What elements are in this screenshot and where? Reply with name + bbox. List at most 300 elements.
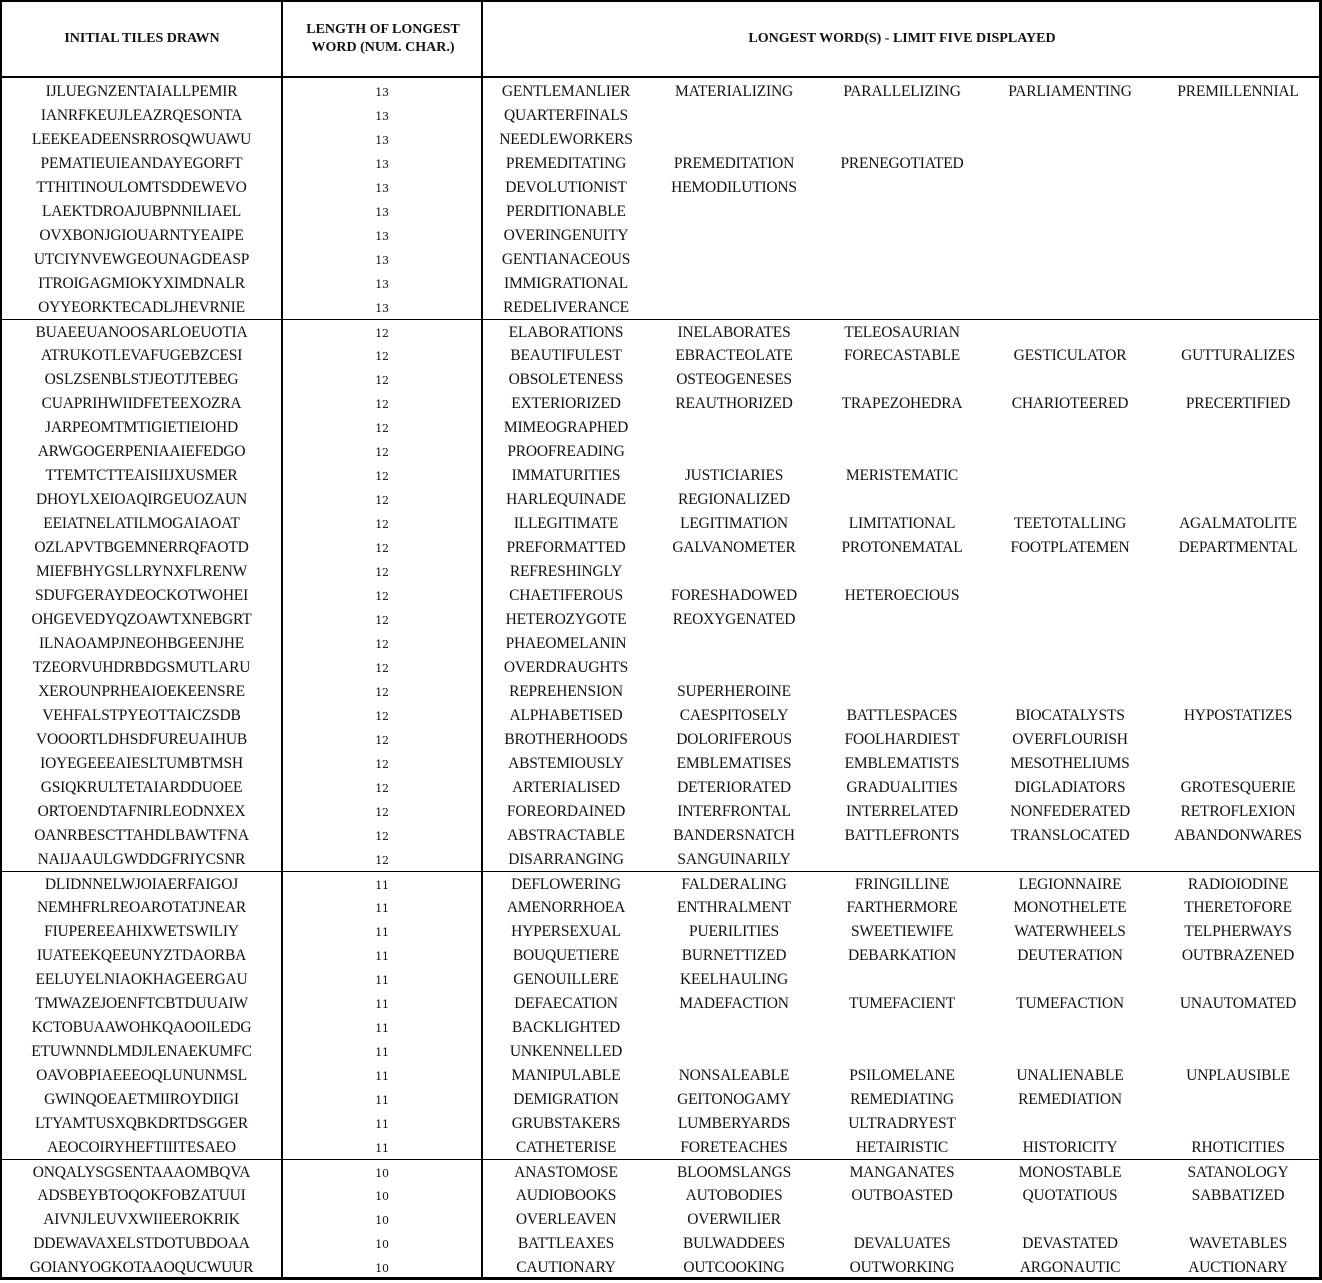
- table-row: [2, 799, 1319, 823]
- tiles-cell: LTYAMTUSXQBKDRTDSGGER: [34, 1115, 249, 1132]
- length-cell: 11: [375, 902, 389, 915]
- table-row: [2, 559, 1319, 583]
- word-cell: HYPOSTATIZES: [1183, 707, 1293, 724]
- word-cell: MANIPULABLE: [511, 1067, 621, 1084]
- table-row: [2, 1087, 1319, 1111]
- length-cell: 10: [375, 1262, 389, 1275]
- word-cell: DEUTERATION: [1017, 947, 1123, 964]
- tiles-cell: OZLAPVTBGEMNERRQFAOTD: [34, 539, 249, 556]
- tiles-cell: OANRBESCTTAHDLBAWTFNA: [34, 827, 249, 844]
- word-cell: KEELHAULING: [680, 971, 788, 988]
- word-cell: HEMODILUTIONS: [671, 179, 797, 196]
- length-cell: 13: [375, 230, 389, 243]
- word-cell: OVERWILIER: [687, 1211, 781, 1228]
- table-row: [2, 367, 1319, 391]
- word-cell: BATTLEAXES: [517, 1235, 615, 1252]
- word-cell: ILLEGITIMATE: [513, 515, 619, 532]
- word-cell: HISTORICITY: [1022, 1139, 1118, 1156]
- word-cell: HETEROZYGOTE: [505, 611, 627, 628]
- word-cell: BIOCATALYSTS: [1015, 707, 1125, 724]
- word-cell: ARGONAUTIC: [1019, 1259, 1121, 1276]
- table-row: [2, 151, 1319, 175]
- length-cell: 12: [375, 374, 389, 387]
- length-cell: 12: [375, 327, 389, 340]
- tiles-cell: UTCIYNVEWGEOUNAGDEASP: [33, 251, 250, 268]
- word-cell: DEVOLUTIONIST: [505, 179, 627, 196]
- tiles-cell: TTHITINOULOMTSDDEWEVO: [36, 179, 247, 196]
- table-row: [2, 247, 1319, 271]
- word-cell: ABSTRACTABLE: [507, 827, 625, 844]
- word-cell: EXTERIORIZED: [511, 395, 621, 412]
- word-cell: PRECERTIFIED: [1185, 395, 1291, 412]
- word-cell: OUTBOASTED: [851, 1187, 953, 1204]
- length-cell: 12: [375, 470, 389, 483]
- table-row: [2, 1159, 1319, 1184]
- word-cell: FORETEACHES: [680, 1139, 788, 1156]
- word-cell: SATANOLOGY: [1187, 1164, 1289, 1181]
- table-row: [2, 487, 1319, 511]
- length-cell: 12: [375, 518, 389, 531]
- word-cell: PSILOMELANE: [849, 1067, 955, 1084]
- tiles-cell: FIUPEREEAHIXWETSWILIY: [44, 923, 239, 940]
- tiles-cell: SDUFGERAYDEOCKOTWOHEI: [34, 587, 249, 604]
- word-cell: OVERINGENUITY: [503, 227, 629, 244]
- length-cell: 11: [375, 1046, 389, 1059]
- word-cell: TRAPEZOHEDRA: [841, 395, 963, 412]
- word-cell: GROTESQUERIE: [1180, 779, 1296, 796]
- word-cell: ELABORATIONS: [508, 324, 624, 341]
- tiles-cell: MIEFBHYGSLLRYNXFLRENW: [35, 563, 248, 580]
- word-cell: TEETOTALLING: [1013, 515, 1127, 532]
- word-cell: DEVALUATES: [853, 1235, 951, 1252]
- length-cell: 12: [375, 686, 389, 699]
- tiles-cell: IANRFKEUJLEAZRQESONTA: [40, 107, 243, 124]
- word-cell: MADEFACTION: [679, 995, 789, 1012]
- word-cell: FARTHERMORE: [846, 899, 958, 916]
- length-cell: 12: [375, 758, 389, 771]
- tiles-cell: VEHFALSTPYEOTTAICZSDB: [42, 707, 241, 724]
- tiles-cell: TTEMTCTTEAISIIJXUSMER: [45, 467, 238, 484]
- word-cell: IMMATURITIES: [511, 467, 621, 484]
- length-cell: 12: [375, 614, 389, 627]
- tiles-cell: IUATEEKQEEUNYZTDAORBA: [36, 947, 247, 964]
- length-cell: 12: [375, 710, 389, 723]
- word-cell: GENTIANACEOUS: [501, 251, 631, 268]
- word-cell: TUMEFACIENT: [848, 995, 955, 1012]
- length-cell: 12: [375, 662, 389, 675]
- word-cell: MERISTEMATIC: [845, 467, 959, 484]
- word-cell: NEEDLEWORKERS: [499, 131, 633, 148]
- word-cell: REDELIVERANCE: [503, 299, 629, 316]
- word-cell: GALVANOMETER: [672, 539, 796, 556]
- word-cell: IMMIGRATIONAL: [504, 275, 628, 292]
- word-cell: QUARTERFINALS: [504, 107, 628, 124]
- table-row: [2, 1135, 1319, 1159]
- word-cell: TELEOSAURIAN: [844, 324, 960, 341]
- length-cell: 13: [375, 182, 389, 195]
- word-cell: UNAUTOMATED: [1179, 995, 1297, 1012]
- word-cell: PARALLELIZING: [843, 83, 961, 100]
- word-cell: TELPHERWAYS: [1184, 923, 1292, 940]
- table-row: [2, 1231, 1319, 1255]
- word-cell: DEPARTMENTAL: [1178, 539, 1298, 556]
- word-cell: PERDITIONABLE: [506, 203, 626, 220]
- word-cell: EBRACTEOLATE: [675, 347, 793, 364]
- word-cell: PARLIAMENTING: [1008, 83, 1132, 100]
- word-cell: OVERFLOURISH: [1012, 731, 1128, 748]
- length-cell: 11: [375, 950, 389, 963]
- table-row: [2, 751, 1319, 775]
- length-cell: 13: [375, 110, 389, 123]
- length-cell: 11: [375, 1094, 389, 1107]
- length-cell: 11: [375, 1142, 389, 1155]
- word-cell: DEVASTATED: [1022, 1235, 1118, 1252]
- word-cell: CATHETERISE: [515, 1139, 617, 1156]
- tiles-cell: IJLUEGNZENTAIALLPEMIR: [45, 83, 238, 100]
- table-row: [2, 103, 1319, 127]
- tiles-cell: AEOCOIRYHEFTIIITESAEO: [47, 1139, 236, 1156]
- tiles-cell: AIVNJLEUVXWIIEEROKRIK: [43, 1211, 240, 1228]
- tiles-cell: OSLZSENBLSTJEOTJTEBEG: [44, 371, 239, 388]
- length-cell: 13: [375, 278, 389, 291]
- word-cell: WAVETABLES: [1188, 1235, 1288, 1252]
- word-cell: OUTBRAZENED: [1181, 947, 1295, 964]
- word-cell: SUPERHEROINE: [677, 683, 791, 700]
- word-cell: FORECASTABLE: [843, 347, 961, 364]
- word-cell: PRENEGOTIATED: [840, 155, 964, 172]
- word-cell: FOOTPLATEMEN: [1010, 539, 1130, 556]
- word-cell: REMEDIATING: [850, 1091, 954, 1108]
- table-row: [2, 895, 1319, 919]
- length-cell: 10: [375, 1214, 389, 1227]
- word-cell: AUCTIONARY: [1188, 1259, 1288, 1276]
- word-cell: AUTOBODIES: [685, 1187, 783, 1204]
- word-cell: LEGIONNAIRE: [1018, 876, 1122, 893]
- word-cell: ENTHRALMENT: [676, 899, 792, 916]
- length-cell: 12: [375, 830, 389, 843]
- tiles-cell: KCTOBUAAWOHKQAOOILEDG: [31, 1019, 252, 1036]
- length-cell: 12: [375, 782, 389, 795]
- word-cell: OSTEOGENESES: [676, 371, 792, 388]
- word-cell: OVERDRAUGHTS: [503, 659, 629, 676]
- word-cell: INTERFRONTAL: [677, 803, 791, 820]
- tiles-cell: ATRUKOTLEVAFUGEBZCESI: [40, 347, 243, 364]
- table-row: [2, 727, 1319, 751]
- length-cell: 13: [375, 134, 389, 147]
- word-cell: FORESHADOWED: [671, 587, 797, 604]
- tiles-cell: EEIATNELATILMOGAIAOAT: [43, 515, 240, 532]
- word-cell: AMENORRHOEA: [506, 899, 626, 916]
- word-cell: OBSOLETENESS: [508, 371, 624, 388]
- word-cell: DIGLADIATORS: [1014, 779, 1126, 796]
- word-cell: RHOTICITIES: [1191, 1139, 1285, 1156]
- word-cell: CAUTIONARY: [516, 1259, 616, 1276]
- header-initial-tiles: INITIAL TILES DRAWN: [64, 31, 220, 46]
- word-cell: GUTTURALIZES: [1181, 347, 1295, 364]
- tiles-cell: GSIQKRULTETAIARDDUOEE: [40, 779, 243, 796]
- word-cell: INTERRELATED: [845, 803, 959, 820]
- word-cell: SABBATIZED: [1191, 1187, 1285, 1204]
- tiles-cell: NEMHFRLREOAROTATJNEAR: [37, 899, 246, 916]
- tiles-cell: ETUWNNDLMDJLENAEKUMFC: [31, 1043, 252, 1060]
- word-cell: RETROFLEXION: [1180, 803, 1296, 820]
- tiles-cell: LAEKTDROAJUBPNNILIAEL: [41, 203, 241, 220]
- length-cell: 12: [375, 446, 389, 459]
- length-cell: 10: [375, 1167, 389, 1180]
- word-cell: REMEDIATION: [1018, 1091, 1122, 1108]
- word-cell: GENTLEMANLIER: [501, 83, 631, 100]
- table-row: [2, 871, 1319, 896]
- word-cell: EMBLEMATISES: [676, 755, 792, 772]
- tiles-cell: IOYEGEEEAIESLTUMBTMSH: [40, 755, 243, 772]
- tiles-cell: OAVOBPIAEEEOQLUNUNMSL: [36, 1067, 247, 1084]
- length-cell: 10: [375, 1238, 389, 1251]
- length-cell: 12: [375, 398, 389, 411]
- word-cell: UNPLAUSIBLE: [1186, 1067, 1290, 1084]
- word-cell: QUOTATIOUS: [1022, 1187, 1118, 1204]
- tiles-cell: TZEORVUHDRBDGSMUTLARU: [32, 659, 251, 676]
- word-cell: DEBARKATION: [847, 947, 957, 964]
- word-cell: REFRESHINGLY: [509, 563, 623, 580]
- length-cell: 12: [375, 806, 389, 819]
- word-cell: EMBLEMATISTS: [844, 755, 960, 772]
- tiles-cell: NAIJAAULGWDDGFRIYCSNR: [37, 851, 246, 868]
- table-row: [2, 631, 1319, 655]
- word-cell: REAUTHORIZED: [675, 395, 793, 412]
- length-cell: 12: [375, 854, 389, 867]
- length-cell: 11: [375, 1022, 389, 1035]
- word-cell: WATERWHEELS: [1014, 923, 1126, 940]
- word-cell: INELABORATES: [677, 324, 791, 341]
- length-cell: 11: [375, 879, 389, 892]
- word-cell: UNKENNELLED: [509, 1043, 623, 1060]
- word-cell: GEITONOGAMY: [677, 1091, 791, 1108]
- word-cell: BROTHERHOODS: [504, 731, 628, 748]
- tiles-cell: TMWAZEJOENFTCBTDUUAIW: [35, 995, 248, 1012]
- table-row: [2, 1183, 1319, 1207]
- tiles-cell: EELUYELNIAOKHAGEERGAU: [35, 971, 248, 988]
- header-longest-length: LENGTH OF LONGEST WORD (NUM. CHAR.): [306, 22, 460, 55]
- word-cell: TUMEFACTION: [1016, 995, 1124, 1012]
- word-cell: ALPHABETISED: [509, 707, 623, 724]
- word-cell: RADIOIODINE: [1187, 876, 1289, 893]
- word-cell: PREMEDITATION: [673, 155, 795, 172]
- tiles-cell: GWINQOEAETMIIROYDIIGI: [44, 1091, 239, 1108]
- table-row: [2, 127, 1319, 151]
- word-cell: PREMILLENNIAL: [1177, 83, 1299, 100]
- table-row: [2, 775, 1319, 799]
- table-header: [2, 2, 1319, 78]
- length-cell: 12: [375, 590, 389, 603]
- tiles-cell: OVXBONJGIOUARNTYEAIPE: [39, 227, 244, 244]
- word-cell: FOOLHARDIEST: [844, 731, 960, 748]
- tiles-cell: ITROIGAGMIOKYXIMDNALR: [38, 275, 245, 292]
- word-cell: MONOTHELETE: [1013, 899, 1127, 916]
- tiles-cell: VOOORTLDHSDFUREUAIHUB: [35, 731, 247, 748]
- word-cell: BULWADDEES: [683, 1235, 785, 1252]
- tiles-cell: PEMATIEUIEANDAYEGORFT: [40, 155, 243, 172]
- word-cell: DISARRANGING: [508, 851, 624, 868]
- word-cell: CAESPITOSELY: [679, 707, 789, 724]
- table-row: [2, 79, 1319, 103]
- word-cell: CHAETIFEROUS: [509, 587, 623, 604]
- word-cell: NONFEDERATED: [1010, 803, 1130, 820]
- tiles-cell: CUAPRIHWIIDFETEEXOZRA: [41, 395, 242, 412]
- word-cell: TRANSLOCATED: [1010, 827, 1130, 844]
- word-cell: FRINGILLINE: [854, 876, 950, 893]
- word-cell: AGALMATOLITE: [1179, 515, 1297, 532]
- word-cell: ABSTEMIOUSLY: [508, 755, 624, 772]
- word-cell: CHARIOTEERED: [1011, 395, 1129, 412]
- table-row: [2, 439, 1319, 463]
- word-cell: ARTERIALISED: [512, 779, 620, 796]
- word-cell: BACKLIGHTED: [511, 1019, 620, 1036]
- word-cell: LEGITIMATION: [680, 515, 788, 532]
- word-cell: FALDERALING: [681, 876, 787, 893]
- word-cell: MANGANATES: [849, 1164, 955, 1181]
- length-cell: 11: [375, 926, 389, 939]
- tiles-cell: ADSBEYBTOQOKFOBZATUUI: [37, 1187, 246, 1204]
- word-cell: OUTCOOKING: [683, 1259, 785, 1276]
- word-cell: GENOUILLERE: [513, 971, 619, 988]
- table-row: [2, 343, 1319, 367]
- word-cell: PREMEDITATING: [505, 155, 627, 172]
- word-cell: BATTLEFRONTS: [844, 827, 960, 844]
- table-row: [2, 943, 1319, 967]
- table-row: [2, 1255, 1319, 1279]
- word-cell: DETERIORATED: [677, 779, 791, 796]
- table-row: [2, 391, 1319, 415]
- table-row: [2, 703, 1319, 727]
- word-cell: GESTICULATOR: [1013, 347, 1127, 364]
- table-row: [2, 607, 1319, 631]
- word-cell: DEMIGRATION: [513, 1091, 619, 1108]
- word-cell: AUDIOBOOKS: [515, 1187, 617, 1204]
- word-cell: SANGUINARILY: [677, 851, 791, 868]
- table-row: [2, 1039, 1319, 1063]
- word-cell: THERETOFORE: [1184, 899, 1292, 916]
- word-cell: MATERIALIZING: [675, 83, 793, 100]
- length-cell: 12: [375, 350, 389, 363]
- table-row: [2, 175, 1319, 199]
- length-cell: 12: [375, 566, 389, 579]
- tiles-cell: LEEKEADEENSRROSQWUAWU: [31, 131, 252, 148]
- tiles-cell: DHOYLXEIOAQIRGEUOZAUN: [35, 491, 248, 508]
- length-cell: 13: [375, 86, 389, 99]
- word-cell: BATTLESPACES: [846, 707, 958, 724]
- word-cell: LUMBERYARDS: [677, 1115, 791, 1132]
- table-row: [2, 823, 1319, 847]
- tiles-cell: JARPEOMTMTIGIETIEIOHD: [45, 419, 238, 436]
- word-cell: ABANDONWARES: [1174, 827, 1302, 844]
- word-cell: REGIONALIZED: [677, 491, 791, 508]
- table-row: [2, 655, 1319, 679]
- word-cell: BEAUTIFULEST: [510, 347, 622, 364]
- tiles-cell: DDEWAVAXELSTDOTUBDOAA: [33, 1235, 250, 1252]
- length-cell: 11: [375, 1070, 389, 1083]
- word-cell: PUERILITIES: [689, 923, 779, 940]
- tiles-cell: ONQALYSGSENTAAAOMBQVA: [32, 1164, 251, 1181]
- word-cell: MESOTHELIUMS: [1010, 755, 1130, 772]
- length-cell: 10: [375, 1190, 389, 1203]
- word-cell: JUSTICIARIES: [684, 467, 784, 484]
- table-row: [2, 463, 1319, 487]
- tiles-cell: GOIANYOGKOTAAOQUCWUUR: [29, 1259, 254, 1276]
- length-cell: 12: [375, 638, 389, 651]
- table-row: [2, 919, 1319, 943]
- word-cell: HETEROECIOUS: [844, 587, 960, 604]
- word-cell: GRADUALITIES: [846, 779, 958, 796]
- word-cell: BURNETTIZED: [681, 947, 787, 964]
- word-cell: GRUBSTAKERS: [511, 1115, 621, 1132]
- word-cell: BOUQUETIERE: [512, 947, 620, 964]
- word-cell: OVERLEAVEN: [515, 1211, 617, 1228]
- tiles-cell: OHGEVEDYQZOAWTXNEBGRT: [31, 611, 252, 628]
- word-cell: NONSALEABLE: [678, 1067, 790, 1084]
- header-longest-words: LONGEST WORD(S) - LIMIT FIVE DISPLAYED: [748, 31, 1056, 46]
- tiles-cell: XEROUNPRHEAIOEKEENSRE: [38, 683, 245, 700]
- word-cell: HETAIRISTIC: [855, 1139, 949, 1156]
- length-cell: 11: [375, 1118, 389, 1131]
- length-cell: 13: [375, 302, 389, 315]
- word-cell: PHAEOMELANIN: [505, 635, 627, 652]
- table-row: [2, 199, 1319, 223]
- table-row: [2, 847, 1319, 871]
- word-cell: PROOFREADING: [507, 443, 625, 460]
- length-cell: 12: [375, 542, 389, 555]
- tiles-cell: ILNAOAMPJNEOHBGEENJHE: [38, 635, 245, 652]
- table-row: [2, 415, 1319, 439]
- table-row: [2, 679, 1319, 703]
- word-cell: PREFORMATTED: [506, 539, 626, 556]
- word-cell: MIMEOGRAPHED: [503, 419, 629, 436]
- word-cell: DEFLOWERING: [511, 876, 621, 893]
- tiles-cell: DLIDNNELWJOIAERFAIGOJ: [44, 876, 239, 893]
- tiles-cell: OYYEORKTECADLJHEVRNIE: [38, 299, 245, 316]
- table-row: [2, 223, 1319, 247]
- word-cell: MONOSTABLE: [1018, 1164, 1122, 1181]
- word-cell: REOXYGENATED: [672, 611, 796, 628]
- word-cell: SWEETIEWIFE: [851, 923, 953, 940]
- table-row: [2, 511, 1319, 535]
- word-cell: HARLEQUINADE: [506, 491, 626, 508]
- length-cell: 12: [375, 494, 389, 507]
- table-row: [2, 583, 1319, 607]
- word-cell: FOREORDAINED: [506, 803, 626, 820]
- word-cell: DOLORIFEROUS: [676, 731, 792, 748]
- table-row: [2, 1015, 1319, 1039]
- word-cell: OUTWORKING: [849, 1259, 955, 1276]
- length-cell: 13: [375, 158, 389, 171]
- word-cell: ANASTOMOSE: [514, 1164, 618, 1181]
- table-row: [2, 319, 1319, 344]
- table-row: [2, 1063, 1319, 1087]
- length-cell: 12: [375, 734, 389, 747]
- table-row: [2, 295, 1319, 319]
- word-cell: REPREHENSION: [509, 683, 623, 700]
- length-cell: 13: [375, 206, 389, 219]
- word-cell: HYPERSEXUAL: [511, 923, 621, 940]
- table-row: [2, 967, 1319, 991]
- length-cell: 11: [375, 974, 389, 987]
- tiles-cell: BUAEEUANOOSARLOEUOTIA: [35, 324, 248, 341]
- word-cell: LIMITATIONAL: [848, 515, 956, 532]
- word-cell: ULTRADRYEST: [848, 1115, 956, 1132]
- word-cell: DEFAECATION: [514, 995, 618, 1012]
- table-row: [2, 1111, 1319, 1135]
- table-row: [2, 1207, 1319, 1231]
- table-row: [2, 991, 1319, 1015]
